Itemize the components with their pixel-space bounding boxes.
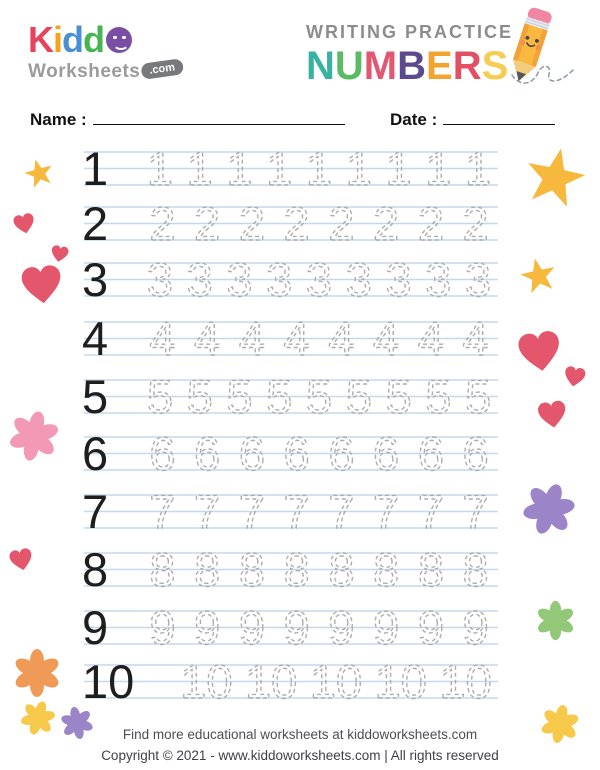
date-blank-line	[443, 110, 555, 125]
letter: d	[83, 19, 105, 60]
trace-number: 6	[328, 436, 355, 480]
date-field	[390, 110, 555, 130]
letter: S	[481, 44, 509, 88]
solid-number: 6	[82, 436, 109, 480]
practice-row-4	[82, 321, 500, 377]
trace-number: 3	[186, 262, 213, 306]
trace-number: 6	[283, 436, 310, 480]
logo-worksheets-text: Worksheets	[28, 61, 141, 82]
solid-number: 5	[82, 379, 109, 423]
trace-number: 7	[194, 494, 221, 538]
trace-number: 3	[305, 262, 333, 306]
flower-icon	[12, 648, 62, 698]
practice-row-6	[82, 436, 500, 492]
trace-number: 2	[462, 206, 489, 250]
heart-icon	[561, 364, 588, 391]
trace-number: 7	[328, 494, 355, 538]
heart-icon	[7, 546, 37, 576]
trace-number: 6	[238, 436, 265, 480]
trace-number: 10	[439, 664, 492, 708]
trace-number: 9	[149, 610, 176, 654]
practice-row-7	[82, 494, 500, 550]
trace-number: 1	[305, 151, 333, 195]
trace-number: 8	[283, 552, 310, 596]
letter: U	[334, 44, 364, 88]
letter: d	[62, 19, 84, 60]
pencil-trail-icon	[502, 55, 590, 94]
footer-copyright: Copyright © 2021 - www.kiddoworksheets.com | All rights reserved	[101, 748, 499, 763]
worksheet-title	[306, 46, 516, 86]
letter: K	[28, 19, 53, 60]
letter: i	[53, 19, 63, 60]
solid-number: 4	[82, 321, 109, 365]
trace-number: 7	[373, 494, 400, 538]
trace-number: 1	[385, 151, 412, 195]
worksheet-category: WRITING PRACTICE	[306, 22, 513, 42]
trace-number: 1	[465, 151, 492, 195]
letter: N	[306, 44, 335, 88]
logo-com-badge: .com	[141, 58, 185, 80]
trace-number: 10	[245, 664, 298, 708]
trace-number: 5	[425, 379, 452, 423]
trace-number: 8	[417, 552, 444, 596]
trace-number: 9	[238, 610, 265, 654]
smiley-face-icon	[106, 27, 132, 53]
trace-number: 9	[373, 610, 400, 654]
trace-number: 2	[149, 206, 176, 250]
trace-number: 10	[180, 664, 233, 708]
trace-number: 6	[373, 436, 400, 480]
trace-number: 8	[238, 552, 265, 596]
name-field	[30, 110, 345, 130]
trace-number: 5	[146, 379, 173, 423]
trace-number: 4	[373, 321, 400, 365]
trace-number: 1	[266, 151, 293, 195]
solid-number: 1	[82, 151, 109, 195]
trace-number: 6	[417, 436, 444, 480]
solid-number: 7	[82, 494, 109, 538]
date-label: Date :	[390, 110, 438, 129]
trace-number: 9	[283, 610, 310, 654]
trace-number: 7	[238, 494, 265, 538]
solid-number: 10	[82, 664, 135, 708]
flower-icon	[535, 600, 576, 641]
trace-number: 2	[373, 206, 400, 250]
worksheet-title-block	[306, 22, 516, 86]
letter: R	[452, 44, 482, 88]
practice-row-2	[82, 206, 500, 262]
trace-number: 6	[462, 436, 489, 480]
trace-number: 9	[462, 610, 489, 654]
trace-number: 4	[238, 321, 265, 365]
trace-number: 5	[226, 379, 253, 423]
trace-number: 9	[417, 610, 444, 654]
trace-number: 2	[328, 206, 355, 250]
trace-number: 1	[345, 151, 372, 195]
heart-icon	[18, 262, 66, 310]
trace-number: 1	[226, 151, 253, 195]
trace-number: 6	[149, 436, 176, 480]
trace-number: 4	[149, 321, 176, 365]
heart-icon	[514, 327, 566, 379]
trace-number: 5	[345, 379, 372, 423]
name-blank-line	[93, 110, 345, 125]
trace-number: 7	[462, 494, 489, 538]
trace-number: 8	[328, 552, 355, 596]
trace-number: 10	[309, 664, 363, 708]
trace-number: 5	[465, 379, 492, 423]
trace-number: 4	[194, 321, 221, 365]
solid-number: 2	[82, 206, 109, 250]
trace-number: 3	[345, 262, 372, 306]
brand-logo	[28, 19, 184, 83]
solid-number: 3	[82, 262, 109, 306]
heart-icon	[48, 243, 70, 265]
trace-number: 8	[194, 552, 221, 596]
trace-number: 9	[194, 610, 221, 654]
practice-row-9	[82, 610, 500, 666]
trace-number: 5	[385, 379, 412, 423]
practice-row-3	[82, 262, 500, 318]
letter: E	[426, 44, 453, 88]
trace-number: 6	[194, 436, 221, 480]
trace-number: 7	[417, 494, 444, 538]
trace-number: 9	[328, 610, 355, 654]
flower-icon	[3, 405, 65, 467]
trace-number: 3	[266, 262, 293, 306]
trace-number: 8	[373, 552, 400, 596]
practice-row-10	[82, 664, 500, 720]
trace-number: 5	[186, 379, 213, 423]
trace-number: 2	[238, 206, 265, 250]
name-label: Name :	[30, 110, 87, 129]
flower-icon	[514, 474, 583, 543]
heart-icon	[11, 211, 38, 238]
trace-number: 7	[283, 494, 310, 538]
trace-number: 4	[328, 321, 355, 365]
trace-number: 8	[149, 552, 176, 596]
solid-number: 8	[82, 552, 109, 596]
trace-number: 3	[226, 262, 253, 306]
heart-icon	[535, 398, 570, 433]
trace-number: 2	[194, 206, 221, 250]
trace-number: 2	[417, 206, 444, 250]
practice-row-1	[82, 151, 500, 207]
trace-number: 4	[417, 321, 444, 365]
letter: M	[363, 44, 398, 88]
trace-number: 5	[266, 379, 293, 423]
trace-number: 10	[374, 664, 427, 708]
trace-number: 3	[146, 262, 173, 306]
trace-number: 4	[283, 321, 310, 365]
footer-find-more: Find more educational worksheets at kiddoworksheets.com	[122, 727, 478, 742]
trace-number: 2	[283, 206, 310, 250]
solid-number: 9	[82, 610, 109, 654]
trace-number: 3	[465, 262, 492, 306]
practice-row-5	[82, 379, 500, 435]
trace-number: 3	[385, 262, 412, 306]
star-icon	[517, 254, 561, 298]
logo-kiddo-word	[28, 19, 184, 60]
trace-number: 4	[462, 321, 489, 365]
trace-number: 3	[425, 262, 452, 306]
star-icon	[21, 155, 58, 192]
star-icon	[518, 140, 592, 214]
trace-number: 1	[425, 151, 452, 195]
trace-number: 7	[149, 494, 176, 538]
trace-number: 5	[305, 379, 333, 423]
trace-number: 1	[186, 151, 213, 195]
practice-row-8	[82, 552, 500, 608]
trace-number: 1	[146, 151, 173, 195]
letter: B	[397, 44, 426, 88]
trace-number: 8	[462, 552, 489, 596]
